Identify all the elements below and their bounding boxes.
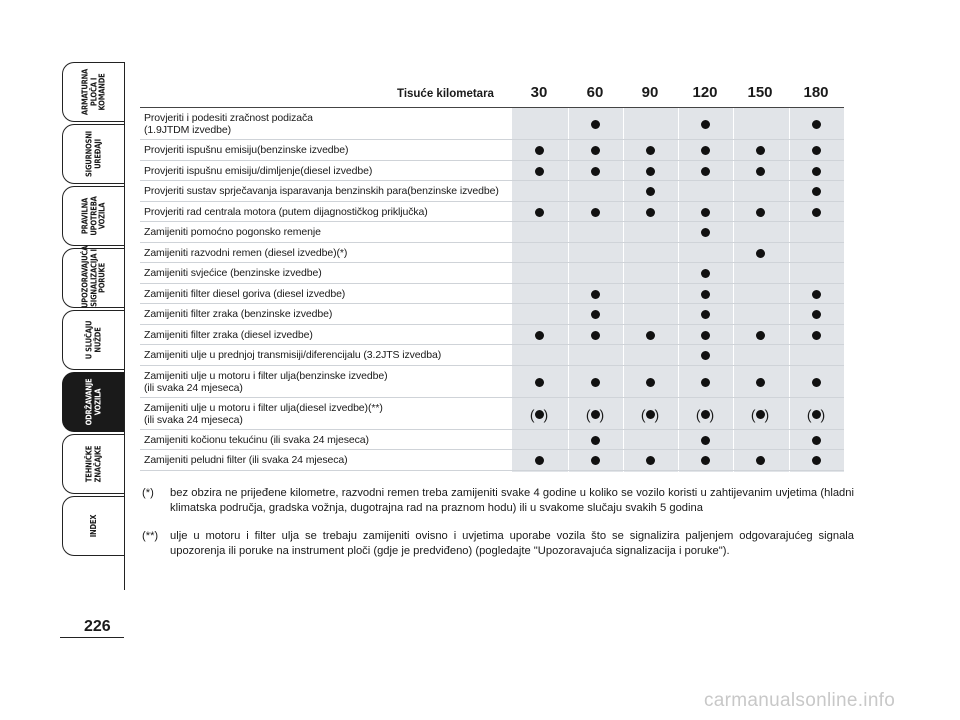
km-column-header: 150 xyxy=(747,84,773,101)
km-header-label: Tisuće kilometara xyxy=(397,88,494,100)
maintenance-dot xyxy=(568,375,622,389)
maintenance-dot xyxy=(623,143,677,157)
maintenance-dot-conditional: ( ) xyxy=(750,406,770,423)
row-label: Zamijeniti peludni filter (ili svaka 24 mjeseca) xyxy=(144,454,348,466)
maintenance-dot xyxy=(512,164,566,178)
maintenance-dot xyxy=(789,307,843,321)
row-label: Zamijeniti ulje u motoru i filter ulja(diesel izvedbe)(**) (ili svaka 24 mjeseca) xyxy=(144,401,383,426)
maintenance-dot xyxy=(623,328,677,342)
maintenance-dot xyxy=(678,307,732,321)
maintenance-dot xyxy=(512,375,566,389)
row-label: Zamijeniti filter diesel goriva (diesel izvedbe) xyxy=(144,287,346,300)
nav-tab[interactable] xyxy=(62,496,124,556)
row-label: Zamijeniti ulje u motoru i filter ulja(benzinske izvedbe) (ili svaka 24 mjeseca) xyxy=(144,369,388,394)
table-row xyxy=(140,243,844,264)
maintenance-dot xyxy=(512,143,566,157)
table-row xyxy=(140,304,844,325)
note-symbol: (**) xyxy=(142,530,159,542)
nav-edge-line xyxy=(124,62,125,590)
maintenance-dot xyxy=(678,453,732,467)
maintenance-dot xyxy=(789,328,843,342)
maintenance-dot xyxy=(789,164,843,178)
nav-tab[interactable] xyxy=(62,124,124,184)
table-row xyxy=(140,263,844,284)
nav-tab-label: PRAVILNA UPOTREBA VOZILA xyxy=(79,196,106,236)
maintenance-dot xyxy=(678,205,732,219)
table-row xyxy=(140,366,844,398)
watermark: carmanualsonline.info xyxy=(704,690,896,711)
maintenance-dot xyxy=(789,453,843,467)
maintenance-dot xyxy=(623,164,677,178)
km-column-header: 30 xyxy=(530,84,548,101)
maintenance-dot xyxy=(678,143,732,157)
row-label: Zamijeniti kočionu tekućinu (ili svaka 24 mjeseca) xyxy=(144,433,369,446)
table-row xyxy=(140,181,844,202)
table-row xyxy=(140,108,844,140)
maintenance-dot xyxy=(789,143,843,157)
nav-tab-label: UPOZORAVAJUĆA SIGNALIZACIJA I PORUKE xyxy=(79,245,106,308)
note-symbol: (*) xyxy=(142,487,154,499)
row-label: Zamijeniti pomoćno pogonsko remenje xyxy=(144,226,321,238)
maintenance-dot xyxy=(568,453,622,467)
maintenance-dot xyxy=(568,205,622,219)
maintenance-dot xyxy=(789,117,843,131)
row-label: Provjeriti ispušnu emisiju(benzinske izvedbe) xyxy=(144,144,349,156)
table-row xyxy=(140,325,844,346)
maintenance-dot xyxy=(733,375,787,389)
nav-tab[interactable] xyxy=(62,434,124,494)
table-row xyxy=(140,140,844,161)
maintenance-dot xyxy=(568,433,622,447)
maintenance-dot xyxy=(623,205,677,219)
maintenance-dot xyxy=(678,287,732,301)
maintenance-dot xyxy=(678,348,732,362)
maintenance-dot-conditional: ( ) xyxy=(585,406,605,423)
row-label: Zamijeniti svjećice (benzinske izvedbe) xyxy=(144,267,322,279)
maintenance-dot xyxy=(678,433,732,447)
maintenance-dot xyxy=(678,266,732,280)
maintenance-dot xyxy=(568,164,622,178)
page-number: 226 xyxy=(84,618,111,635)
maintenance-dot xyxy=(789,375,843,389)
maintenance-dot xyxy=(568,117,622,131)
maintenance-dot-conditional: ( ) xyxy=(529,406,549,423)
table-row xyxy=(140,161,844,182)
maintenance-dot xyxy=(623,184,677,198)
nav-tab[interactable] xyxy=(62,372,124,432)
km-column-header: 90 xyxy=(641,84,659,101)
row-label: Provjeriti i podesiti zračnost podizača (1.9JTDM izvedbe) xyxy=(144,112,313,136)
row-label: Provjeriti rad centrala motora (putem dijagnostičkog priključka) xyxy=(144,205,428,218)
nav-tab-label: TEHNIČKE ZNAČAJKE xyxy=(84,445,102,483)
page-number-rule xyxy=(60,637,124,638)
maintenance-dot xyxy=(678,225,732,239)
row-label: Provjeriti ispušnu emisiju/dimljenje(diesel izvedbe) xyxy=(144,164,373,177)
table-row xyxy=(140,202,844,223)
nav-tab-label: INDEX xyxy=(88,514,98,538)
maintenance-dot xyxy=(568,307,622,321)
maintenance-dot xyxy=(733,143,787,157)
maintenance-dot xyxy=(789,287,843,301)
nav-tab[interactable] xyxy=(62,62,124,122)
maintenance-dot xyxy=(568,287,622,301)
note-text: bez obzira ne prijeđene kilometre, razvodni remen treba zamijeniti svake 4 godine u koliko se vozilo koristi u zahtijevanim uvjetima (hladni klimatska područja, gradska vožnja, dugotrajna rad na praznom hodu) ili u svakome slučaju svakih 5 godina xyxy=(170,487,854,514)
nav-tab[interactable] xyxy=(62,245,124,308)
table-row xyxy=(140,450,844,471)
table-row xyxy=(140,284,844,305)
maintenance-dot xyxy=(678,375,732,389)
maintenance-dot xyxy=(678,117,732,131)
row-label: Provjeriti sustav sprječavanja isparavanja benzinskih para(benzinske izvedbe) xyxy=(144,185,499,197)
maintenance-dot xyxy=(512,453,566,467)
nav-tab[interactable] xyxy=(62,310,124,370)
table-row xyxy=(140,398,844,430)
maintenance-dot xyxy=(623,375,677,389)
maintenance-dot-conditional: ( ) xyxy=(695,406,715,423)
table-row xyxy=(140,345,844,366)
maintenance-dot xyxy=(733,164,787,178)
km-column-header: 120 xyxy=(692,84,718,101)
maintenance-dot xyxy=(733,205,787,219)
maintenance-dot xyxy=(568,328,622,342)
row-label: Zamijeniti filter zraka (diesel izvedbe) xyxy=(144,328,313,341)
note-text: ulje u motoru i filter ulja se trebaju zamijeniti ovisno i uvjetima uporabe vozila što se signalizira paljenjem odgovarajućeg signala upozorenja ili poruke na instrument ploči (gdje je predviđeno) (pogledajte "Upozoravajuća signalizacija i poruke"). xyxy=(170,530,854,557)
nav-tab[interactable] xyxy=(62,186,124,246)
maintenance-dot xyxy=(623,453,677,467)
table-row xyxy=(140,430,844,451)
maintenance-dot xyxy=(733,328,787,342)
maintenance-dot xyxy=(512,205,566,219)
nav-tab-label: ARMATURNA PLOČA I KOMANDE xyxy=(79,68,106,116)
maintenance-dot xyxy=(789,433,843,447)
row-label: Zamijeniti ulje u prednjoj transmisiji/diferencijalu (3.2JTS izvedba) xyxy=(144,349,442,361)
km-column-header: 60 xyxy=(586,84,604,101)
maintenance-dot xyxy=(789,184,843,198)
row-label: Zamijeniti razvodni remen (diesel izvedbe)(*) xyxy=(144,246,348,259)
maintenance-dot-conditional: ( ) xyxy=(806,406,826,423)
row-label: Zamijeniti filter zraka (benzinske izvedbe) xyxy=(144,308,333,320)
maintenance-dot xyxy=(678,328,732,342)
nav-tab-label: SIGURNOSNI UREĐAJI xyxy=(84,131,102,177)
table-row xyxy=(140,222,844,243)
nav-tab-label: ODRŽAVANJE VOZILA xyxy=(84,378,102,426)
maintenance-dot xyxy=(678,164,732,178)
maintenance-dot xyxy=(733,453,787,467)
maintenance-dot xyxy=(733,246,787,260)
maintenance-dot xyxy=(568,143,622,157)
maintenance-dot xyxy=(789,205,843,219)
note-engine-oil xyxy=(142,529,854,559)
note-timing-belt xyxy=(142,486,854,516)
km-column-header: 180 xyxy=(803,84,829,101)
nav-tab-label: U SLUČAJU NUŽDE xyxy=(84,320,102,360)
maintenance-dot-conditional: ( ) xyxy=(640,406,660,423)
maintenance-dot xyxy=(512,328,566,342)
